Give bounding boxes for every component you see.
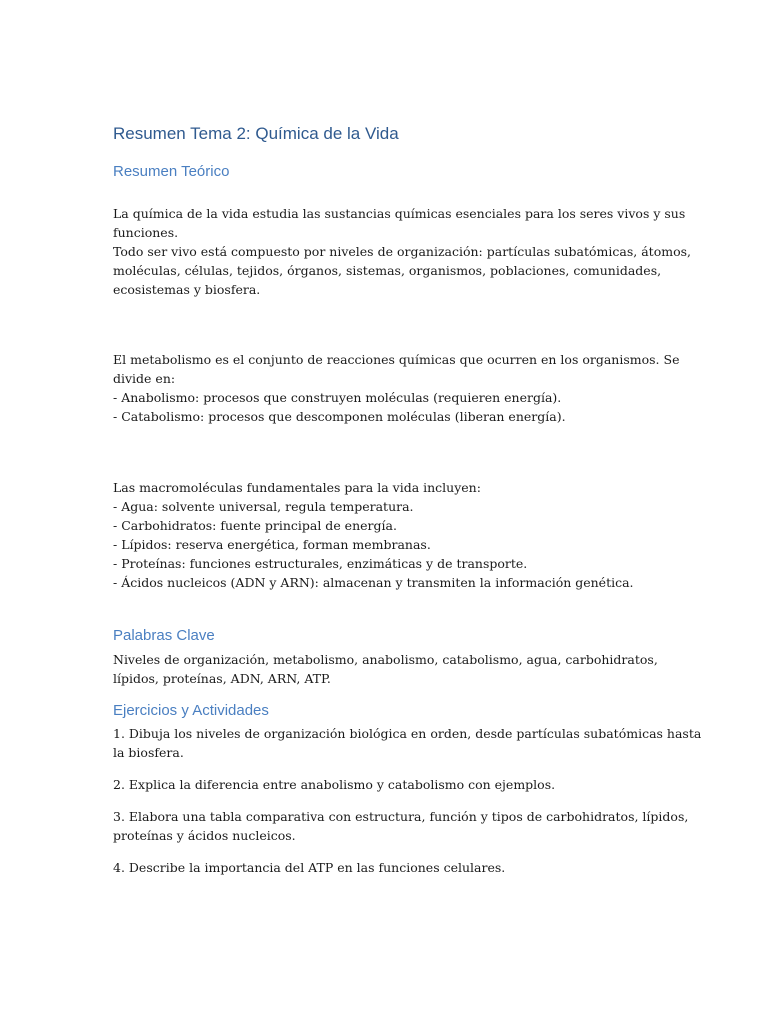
text-line: 4. Describe la importancia del ATP en las funciones celulares. xyxy=(113,860,506,875)
text-line: Niveles de organización, metabolismo, anabolismo, catabolismo, agua, carbohidratos, xyxy=(113,652,658,667)
text-line: proteínas y ácidos nucleicos. xyxy=(113,828,296,843)
paragraph-palabras-clave xyxy=(113,650,658,688)
paragraph-macromoleculas xyxy=(113,478,658,592)
paragraph-niveles-organizacion xyxy=(113,204,691,299)
text-line: 3. Elabora una tabla comparativa con estructura, función y tipos de carbohidratos, lípidos, xyxy=(113,809,689,824)
document-title: Resumen Tema 2: Química de la Vida xyxy=(113,124,399,143)
text-line: - Proteínas: funciones estructurales, enzimáticas y de transporte. xyxy=(113,556,528,571)
text-line: Todo ser vivo está compuesto por niveles de organización: partículas subatómicas, átomos, xyxy=(113,244,691,259)
exercise-item-2 xyxy=(113,775,658,794)
text-line: moléculas, células, tejidos, órganos, sistemas, organismos, poblaciones, comunidades, xyxy=(113,263,662,278)
text-line: ecosistemas y biosfera. xyxy=(113,282,261,297)
heading-resumen-teorico: Resumen Teórico xyxy=(113,163,230,180)
heading-ejercicios-actividades: Ejercicios y Actividades xyxy=(113,702,269,719)
text-line: El metabolismo es el conjunto de reacciones químicas que ocurren en los organismos. Se xyxy=(113,352,680,367)
exercise-item-4 xyxy=(113,858,658,877)
text-line: 2. Explica la diferencia entre anabolismo y catabolismo con ejemplos. xyxy=(113,777,556,792)
text-line: lípidos, proteínas, ADN, ARN, ATP. xyxy=(113,671,331,686)
text-line: - Ácidos nucleicos (ADN y ARN): almacenan y transmiten la información genética. xyxy=(113,575,634,590)
text-line: 1. Dibuja los niveles de organización biológica en orden, desde partículas subatómicas hasta xyxy=(113,726,702,741)
exercise-item-1 xyxy=(113,724,702,762)
text-line: divide en: xyxy=(113,371,176,386)
text-line: - Carbohidratos: fuente principal de energía. xyxy=(113,518,397,533)
text-line: La química de la vida estudia las sustancias químicas esenciales para los seres vivos y sus xyxy=(113,206,686,221)
heading-palabras-clave: Palabras Clave xyxy=(113,627,215,644)
text-line: - Agua: solvente universal, regula temperatura. xyxy=(113,499,414,514)
text-line: - Lípidos: reserva energética, forman membranas. xyxy=(113,537,431,552)
text-line: funciones. xyxy=(113,225,179,240)
text-line: - Catabolismo: procesos que descomponen moléculas (liberan energía). xyxy=(113,409,566,424)
paragraph-metabolismo xyxy=(113,350,680,426)
text-line: - Anabolismo: procesos que construyen moléculas (requieren energía). xyxy=(113,390,562,405)
text-line: Las macromoléculas fundamentales para la vida incluyen: xyxy=(113,480,481,495)
text-line: la biosfera. xyxy=(113,745,184,760)
exercise-item-3 xyxy=(113,807,689,845)
